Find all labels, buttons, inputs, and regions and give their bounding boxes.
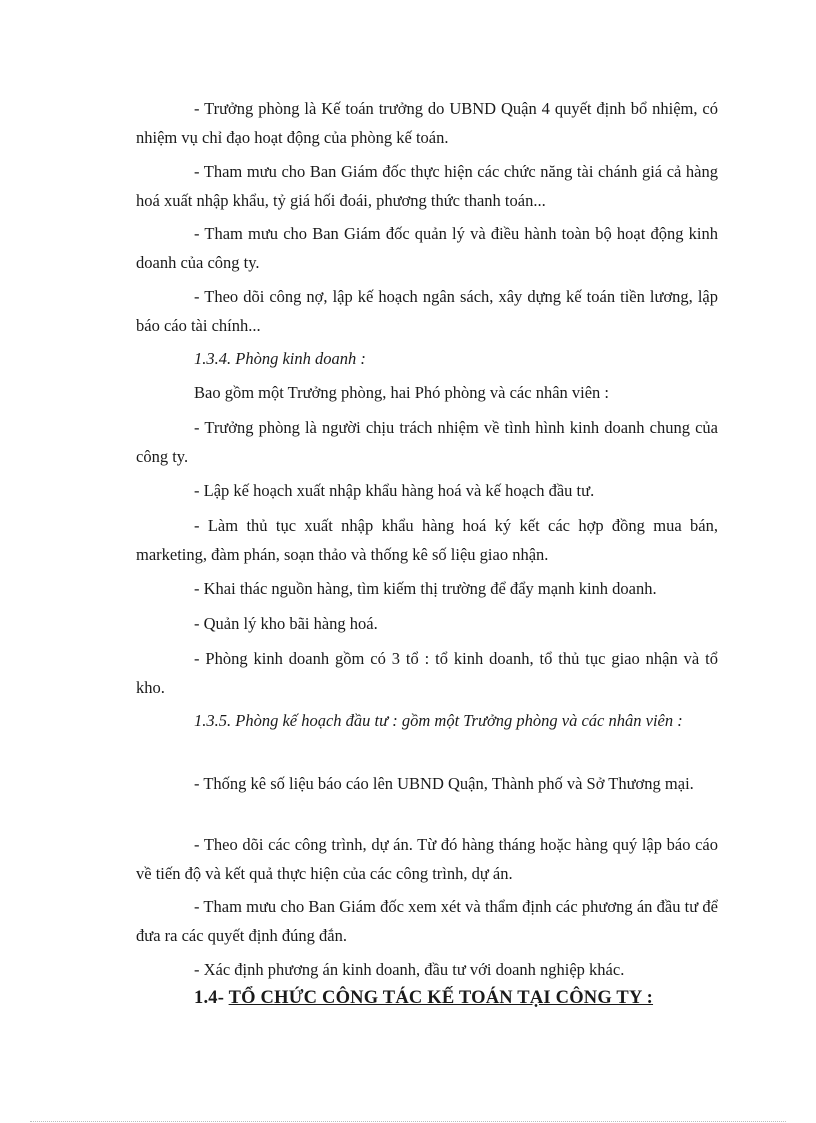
paragraph-business-management: - Tham mưu cho Ban Giám đốc quản lý và điều hành toàn bộ hoạt động kinh doanh của công ty. [136,224,718,272]
paragraph-finance-advice: - Tham mưu cho Ban Giám đốc thực hiện các chức năng tài chánh giá cả hàng hoá xuất nhập khẩu, tỷ giá hối đoái, phương thức thanh toán... [136,162,718,210]
paragraph-contracts: - Làm thủ tục xuất nhập khẩu hàng hoá ký kết các hợp đồng mua bán, marketing, đàm phán, soạn thảo và thống kê số liệu giao nhận. [136,516,718,564]
paragraph-debt-tracking: - Theo dõi công nợ, lập kế hoạch ngân sách, xây dựng kế toán tiền lương, lập báo cáo tài chính... [136,287,718,335]
paragraph-teams: - Phòng kinh doanh gồm có 3 tổ : tổ kinh doanh, tổ thủ tục giao nhận và tổ kho. [136,649,718,697]
heading-1-3-5: 1.3.5. Phòng kế hoạch đầu tư : gồm một Trưởng phòng và các nhân viên : [194,711,683,730]
paragraph-staff-composition: Bao gồm một Trưởng phòng, hai Phó phòng và các nhân viên : [194,383,610,402]
paragraph-statistics-report: - Thống kê số liệu báo cáo lên UBND Quận, Thành phố và Sở Thương mại. [194,774,694,793]
paragraph-head-responsibility: - Trưởng phòng là người chịu trách nhiệm về tình hình kinh doanh chung của công ty. [136,418,718,466]
paragraph-warehouse: - Quản lý kho bãi hàng hoá. [194,614,378,633]
paragraph-business-plan: - Xác định phương án kinh doanh, đầu tư với doanh nghiệp khác. [194,960,625,979]
page-bottom-rule [30,1121,786,1122]
section-title: TỔ CHỨC CÔNG TÁC KẾ TOÁN TẠI CÔNG TY : [228,988,654,1008]
section-number: 1.4- [194,988,225,1008]
paragraph-project-monitoring: - Theo dõi các công trình, dự án. Từ đó hàng tháng hoặc hàng quý lập báo cáo về tiến độ và kết quả thực hiện của các công trình, dự án. [136,835,718,883]
heading-1-3-4: 1.3.4. Phòng kinh doanh : [194,349,366,368]
paragraph-market-search: - Khai thác nguồn hàng, tìm kiếm thị trường để đẩy mạnh kinh doanh. [194,579,657,598]
paragraph-chief-accountant: - Trưởng phòng là Kế toán trưởng do UBND Quận 4 quyết định bổ nhiệm, có nhiệm vụ chỉ đạo hoạt động của phòng kế toán. [136,99,718,147]
section-heading-1-4 [194,988,653,1009]
paragraph-investment-appraisal: - Tham mưu cho Ban Giám đốc xem xét và thẩm định các phương án đầu tư để đưa ra các quyết định đúng đắn. [136,897,718,945]
paragraph-import-export-plan: - Lập kế hoạch xuất nhập khẩu hàng hoá và kế hoạch đầu tư. [194,481,595,500]
